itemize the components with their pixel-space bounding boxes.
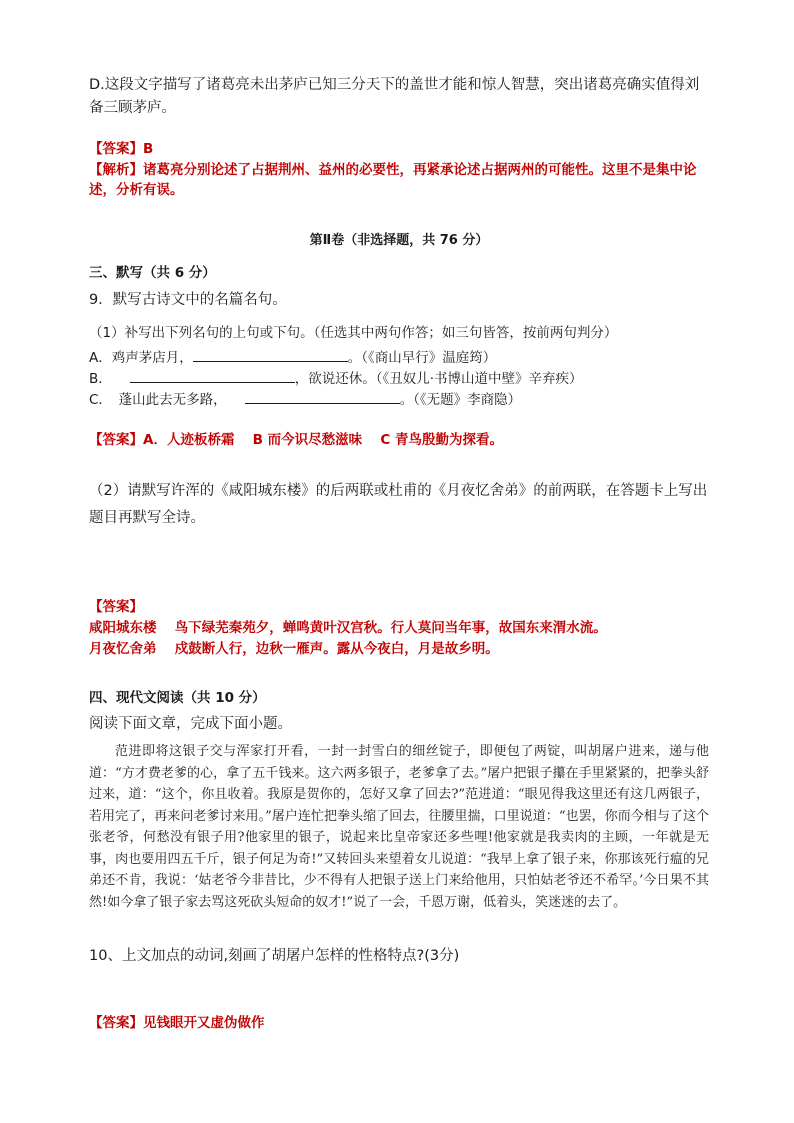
answer-label: 【答案】 xyxy=(89,1015,143,1031)
fill-item-c xyxy=(89,389,709,411)
part3-title: 三、默写（共 6 分） xyxy=(89,265,216,281)
fill-b-prefix: B． xyxy=(89,371,112,387)
fill-item-b xyxy=(89,368,709,390)
analysis-text: 诸葛亮分别论述了占据荆州、益州的必要性，再紧承论述占据两州的可能性。这里不是集中论述，分析有误。 xyxy=(89,162,697,198)
fill-b-suffix: ，欲说还休。（《丑奴儿·书博山道中壁》辛弃疾） xyxy=(294,371,583,387)
q8-answer xyxy=(89,139,709,159)
fill-c-blank[interactable] xyxy=(245,389,400,404)
answer-label: 【答案】 xyxy=(89,432,143,448)
q9-sub1: （1）补写出下列名句的上句或下句。（任选其中两句作答；如三句皆答，按前两句判分） xyxy=(89,325,618,341)
fill-item-a xyxy=(89,347,709,369)
fill-a-prefix: A．鸡声茅店月， xyxy=(89,350,193,366)
answer-value: B xyxy=(143,141,154,157)
answer-label: 【答案】 xyxy=(89,141,143,157)
fill-b-blank[interactable] xyxy=(130,368,295,383)
section-title: 第Ⅱ卷（非选择题，共 76 分） xyxy=(309,233,489,248)
answer-value: A．人迹板桥霜 B 而今识尽愁滋味 C 青鸟殷勤为探看。 xyxy=(143,432,503,448)
answer-value: 见钱眼开又虚伪做作 xyxy=(143,1015,265,1031)
fill-c-suffix: 。（《无题》李商隐） xyxy=(399,392,522,408)
reading-passage: 范进即将这银子交与浑家打开看，一封一封雪白的细丝锭子，即便包了两锭，叫胡屠户进来，递与他道：“方才费老爹的心，拿了五千钱来。这六两多银子，老爹拿了去。”屠户把银子攥在手里紧紧的，把拳头舒过来，道：“这个，你且收着。我原是贺你的，怎好又拿了回去?”范进道：“眼见得我这里还有这几两银子，若用完了，再来问老爹讨来用。”屠户连忙把拳头缩了回去，往腰里揣，口里说道：“也罢，你而今相与了这个张老爷，何愁没有银子用?他家里的银子，说起来比皇帝家还多些哩!他家就是我卖肉的主顾，一年就是无事，肉也要用四五千斤，银子何足为奇!”又转回头来望着女儿说道：“我早上拿了银子来，你那该死行瘟的兄弟还不肯，我说：‘姑老爷今非昔比，少不得有人把银子送上门来给他用，只怕姑老爷还不希罕。’今日果不其然!如今拿了银子家去骂这死砍头短命的奴才!”说了一会，千恩万谢，低着头，笑迷迷的去了。 xyxy=(89,744,709,910)
q9-answer2-line1: 咸阳城东楼 鸟下绿芜秦苑夕，蝉鸣黄叶汉宫秋。行人莫问当年事，故国东来渭水流。 xyxy=(89,620,607,636)
reading-intro: 阅读下面文章，完成下面小题。 xyxy=(89,716,292,732)
q9-stem: 9．默写古诗文中的名篇名句。 xyxy=(89,292,287,308)
fill-a-suffix: 。（《商山早行》温庭筠） xyxy=(347,350,497,366)
q8-analysis xyxy=(89,160,709,200)
q10-answer xyxy=(89,1013,709,1033)
analysis-label: 【解析】 xyxy=(89,162,143,178)
q9-answer2-line2: 月夜忆舍弟 戍鼓断人行，边秋一雁声。露从今夜白，月是故乡明。 xyxy=(89,641,499,657)
q10-stem: 10、上文加点的动词,刻画了胡屠户怎样的性格特点?(3分) xyxy=(89,948,460,964)
option-d: D.这段文字描写了诸葛亮未出茅庐已知三分天下的盖世才能和惊人智慧，突出诸葛亮确实值得刘备三顾茅庐。 xyxy=(89,77,700,116)
q9-sub2: （2）请默写许浑的《咸阳城东楼》的后两联或杜甫的《月夜忆舍弟》的前两联，在答题卡上写出题目再默写全诗。 xyxy=(89,483,708,526)
q9-answer1 xyxy=(89,430,709,450)
q9-answer2-label: 【答案】 xyxy=(89,599,143,615)
fill-c-prefix: C． 蓬山此去无多路， xyxy=(89,392,227,408)
fill-a-blank[interactable] xyxy=(193,347,348,362)
part4-title: 四、现代文阅读（共 10 分） xyxy=(89,690,266,706)
